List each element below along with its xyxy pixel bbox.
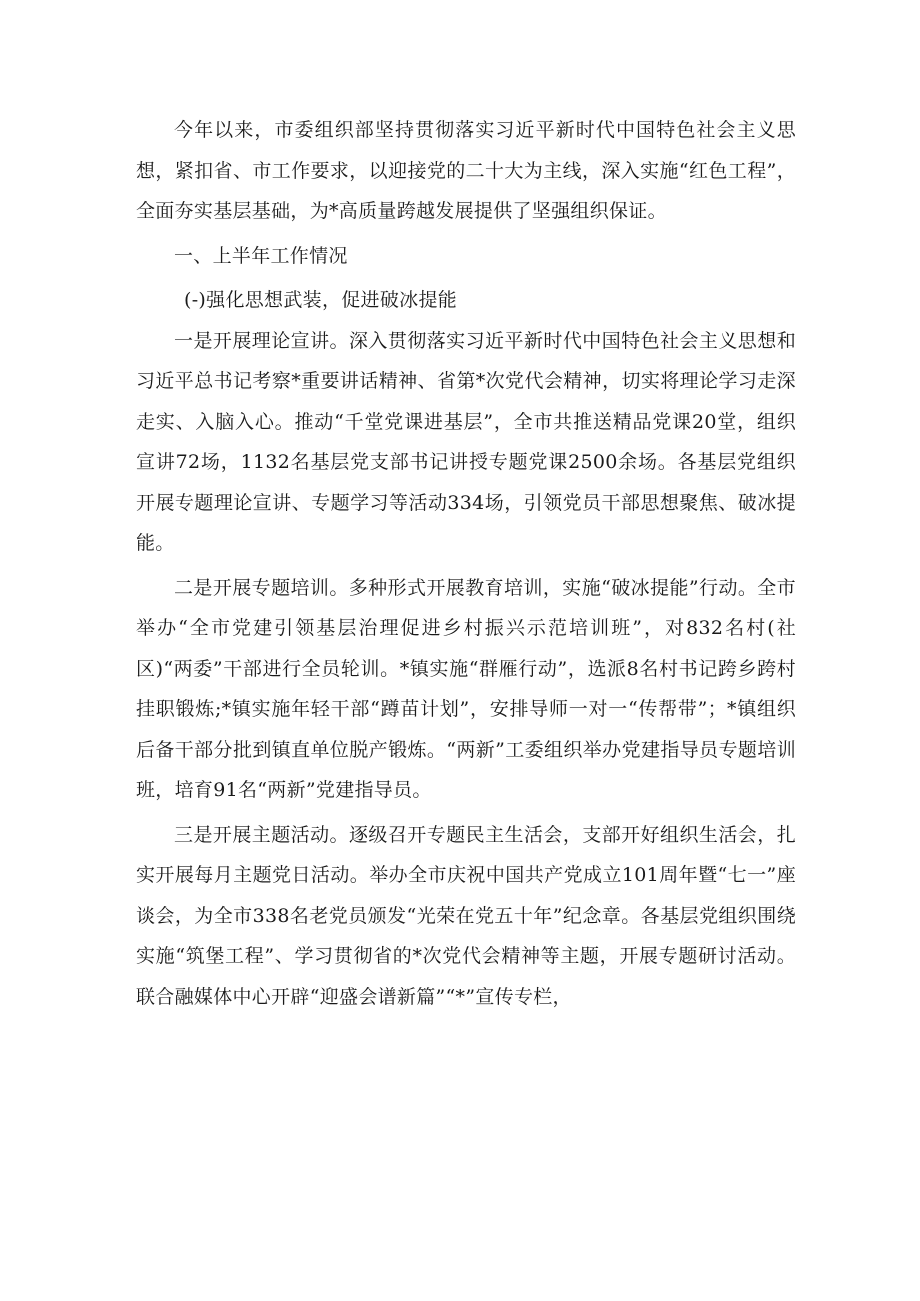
paragraph-activities: 三是开展主题活动。逐级召开专题民主生活会，支部开好组织生活会，扎实开展每月主题党日活动。举办全市庆祝中国共产党成立101周年暨“七一”座谈会，为全市338名老党员颁发“光荣在党五十年”纪念章。各基层党组织围绕实施“筑堡工程”、学习贯彻省的*次党代会精神等主题，开展专题研讨活动。联合融媒体中心开辟“迎盛会谱新篇”“*”宣传专栏，: [136, 823, 796, 1008]
document-body: [136, 110, 796, 1017]
paragraph-training: 二是开展专题培训。多种形式开展教育培训，实施“破冰提能”行动。全市举办“全市党建引领基层治理促进乡村振兴示范培训班”，对832名村(社区)“两委”干部进行全员轮训。*镇实施“群雁行动”，选派8名村书记跨乡跨村挂职锻炼;*镇实施年轻干部“蹲苗计划”，安排导师一对一“传帮带”；*镇组织后备干部分批到镇直单位脱产锻炼。“两新”工委组织举办党建指导员专题培训班，培育91名“两新”党建指导员。: [136, 576, 796, 801]
section-heading: 一、上半年工作情况: [174, 244, 348, 267]
paragraph-theory-lectures: 一是开展理论宣讲。深入贯彻落实习近平新时代中国特色社会主义思想和习近平总书记考察*重要讲话精神、省第*次党代会精神，切实将理论学习走深走实、入脑入心。推动“千堂党课进基层”，全市共推送精品党课20堂，组织宣讲72场，1132名基层党支部书记讲授专题党课2500余场。各基层党组织开展专题理论宣讲、专题学习等活动334场，引领党员干部思想聚焦、破冰提能。: [136, 329, 796, 554]
intro-paragraph: 今年以来，市委组织部坚持贯彻落实习近平新时代中国特色社会主义思想，紧扣省、市工作要求，以迎接党的二十大为主线，深入实施“红色工程”，全面夯实基层基础，为*高质量跨越发展提供了坚强组织保证。: [136, 119, 796, 222]
subsection-heading: (-)强化思想武装，促进破冰提能: [184, 289, 458, 311]
